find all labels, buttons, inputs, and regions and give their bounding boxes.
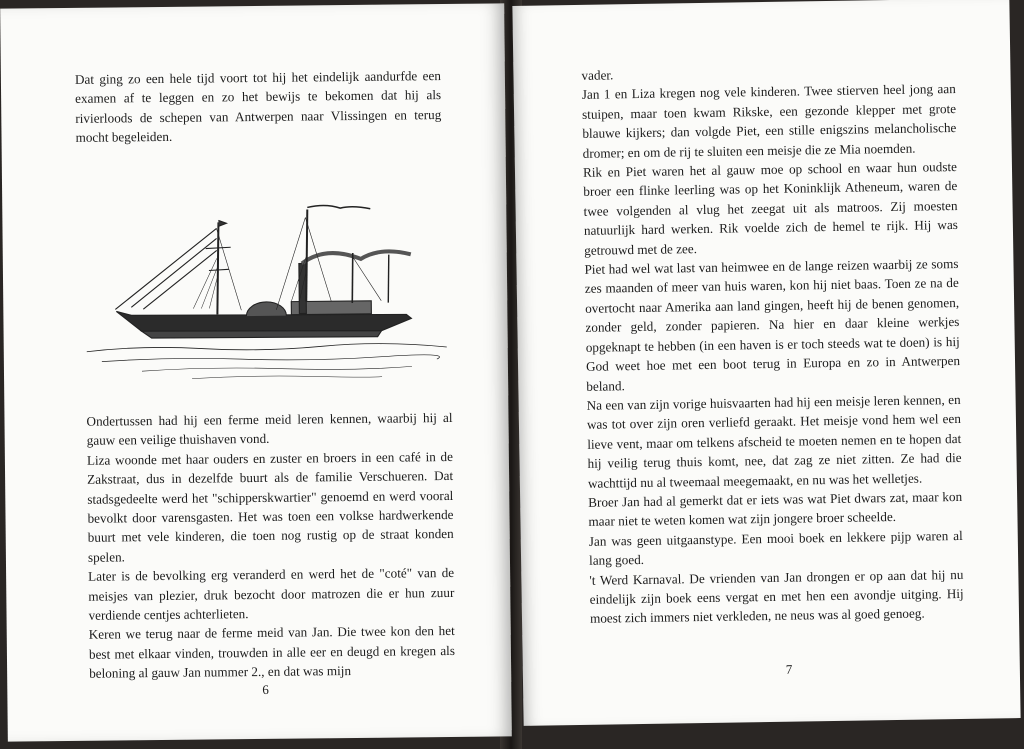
left-page (0, 3, 512, 741)
paragraph: Jan was geen uitgaanstype. Een mooi boek en lekkere pijp waren al lang goed. (588, 527, 963, 568)
steamship-illustration (80, 196, 452, 400)
paragraph: Broer Jan had al gemerkt dat er iets was wat Piet dwars zat, maar kon maar niet te weten komen wat zijn jongere broer scheelde. (588, 488, 963, 530)
right-page-text (581, 60, 964, 629)
paragraph: Keren we terug naar de ferme meid van Jan. Die twee kon den het best met elkaar vinden, trouwden in alle eer en deugd en kregen als beloning al gauw Jan nummer 2., en dat was mijn (88, 623, 455, 682)
paragraph: Jan 1 en Liza kregen nog vele kinderen. Twee stierven heel jong aan stuipen, maar toen kwam Rikske, een gezonde klepper met grote blauwe kijkers; dan volgde Piet, een stille enigszins melancholische dromer; en om de rij te sluiten een meisje die ze Mia noemden. (581, 81, 957, 161)
paragraph: Liza woonde met haar ouders en zuster en broers in een café in de Zakstraat, dus in dezelfde buurt als de familie Verschueren. Dat stadsgedeelte werd het "schipperskwartier" genoemd en werd vooral bevolkt door varensgasten. Het was toen een volkse hardwerkende buurt met vele kinderen, die toen nog rustig op de straat konden spelen. (86, 448, 454, 565)
paragraph: Ondertussen had hij een ferme meid leren kennen, waarbij hij al gauw een veilige thuishaven vond. (86, 409, 453, 449)
page-number: 7 (785, 661, 793, 677)
paragraph: Rik en Piet waren het al gauw moe op school en waar hun oudste broer een flinke leerling was op het Koninklijk Atheneum, waren de twee volgenden al vlug het zeegat uit als matroos. Zij moesten natuurlijk hard werken. Rik voelde zich de hemel te rijk. Hij was getrouwd met de zee. (582, 159, 958, 258)
paragraph: 't Werd Karnaval. De vrienden van Jan drongen er op aan dat hij nu eindelijk zijn boek eens vergat en met hen een avondje uitging. Hij moest zich immers niet verkleden, ne neus was al goed genoeg. (589, 566, 964, 627)
paragraph: Dat ging zo een hele tijd voort tot hij het eindelijk aandurfde een examen af te leggen en zo het bewijs te bekomen dat hij als rivierloods de schepen van Antwerpen naar Vlissingen en terug mocht begeleiden. (74, 68, 442, 146)
left-top-text (75, 66, 442, 147)
paragraph: vader. (581, 67, 614, 83)
right-page (512, 0, 1020, 726)
page-number: 6 (262, 681, 269, 697)
paragraph: Piet had wel wat last van heimwee en de lange reizen waarbij ze soms zes maanden of meer van huis waren, kon hij niet baas. Toen ze na de overtocht naar Amerika aan land gingen, heeft hij de benen genomen, zonder geld, zonder papieren. Na hier en daar kleine werkjes opgeknapt te hebben (in een haven is er toch steeds wat te doen) is hij God weet hoe met een boot terug in Europa en zo in Antwerpen beland. (584, 256, 961, 394)
paragraph: Later is de bevolking erg veranderd en werd het de "coté" van de meisjes van plezier, druk bezocht door matrozen die er hun zuur verdiende centjes achterlieten. (88, 565, 455, 623)
paragraph: Na een van zijn vorige huisvaarten had hij een meisje leren kennen, en was tot over zijn oren verliefd geraakt. Het meisje vond hem wel een lieve vent, maar om telkens afscheid te moeten nemen en te hopen dat hij veilig terug thuis komt, nee, dat zag ze niet zitten. Ze had die wachttijd nu al tweemaal meegemaakt, en nu was het welletjes. (586, 391, 962, 491)
left-bottom-text (86, 408, 455, 684)
